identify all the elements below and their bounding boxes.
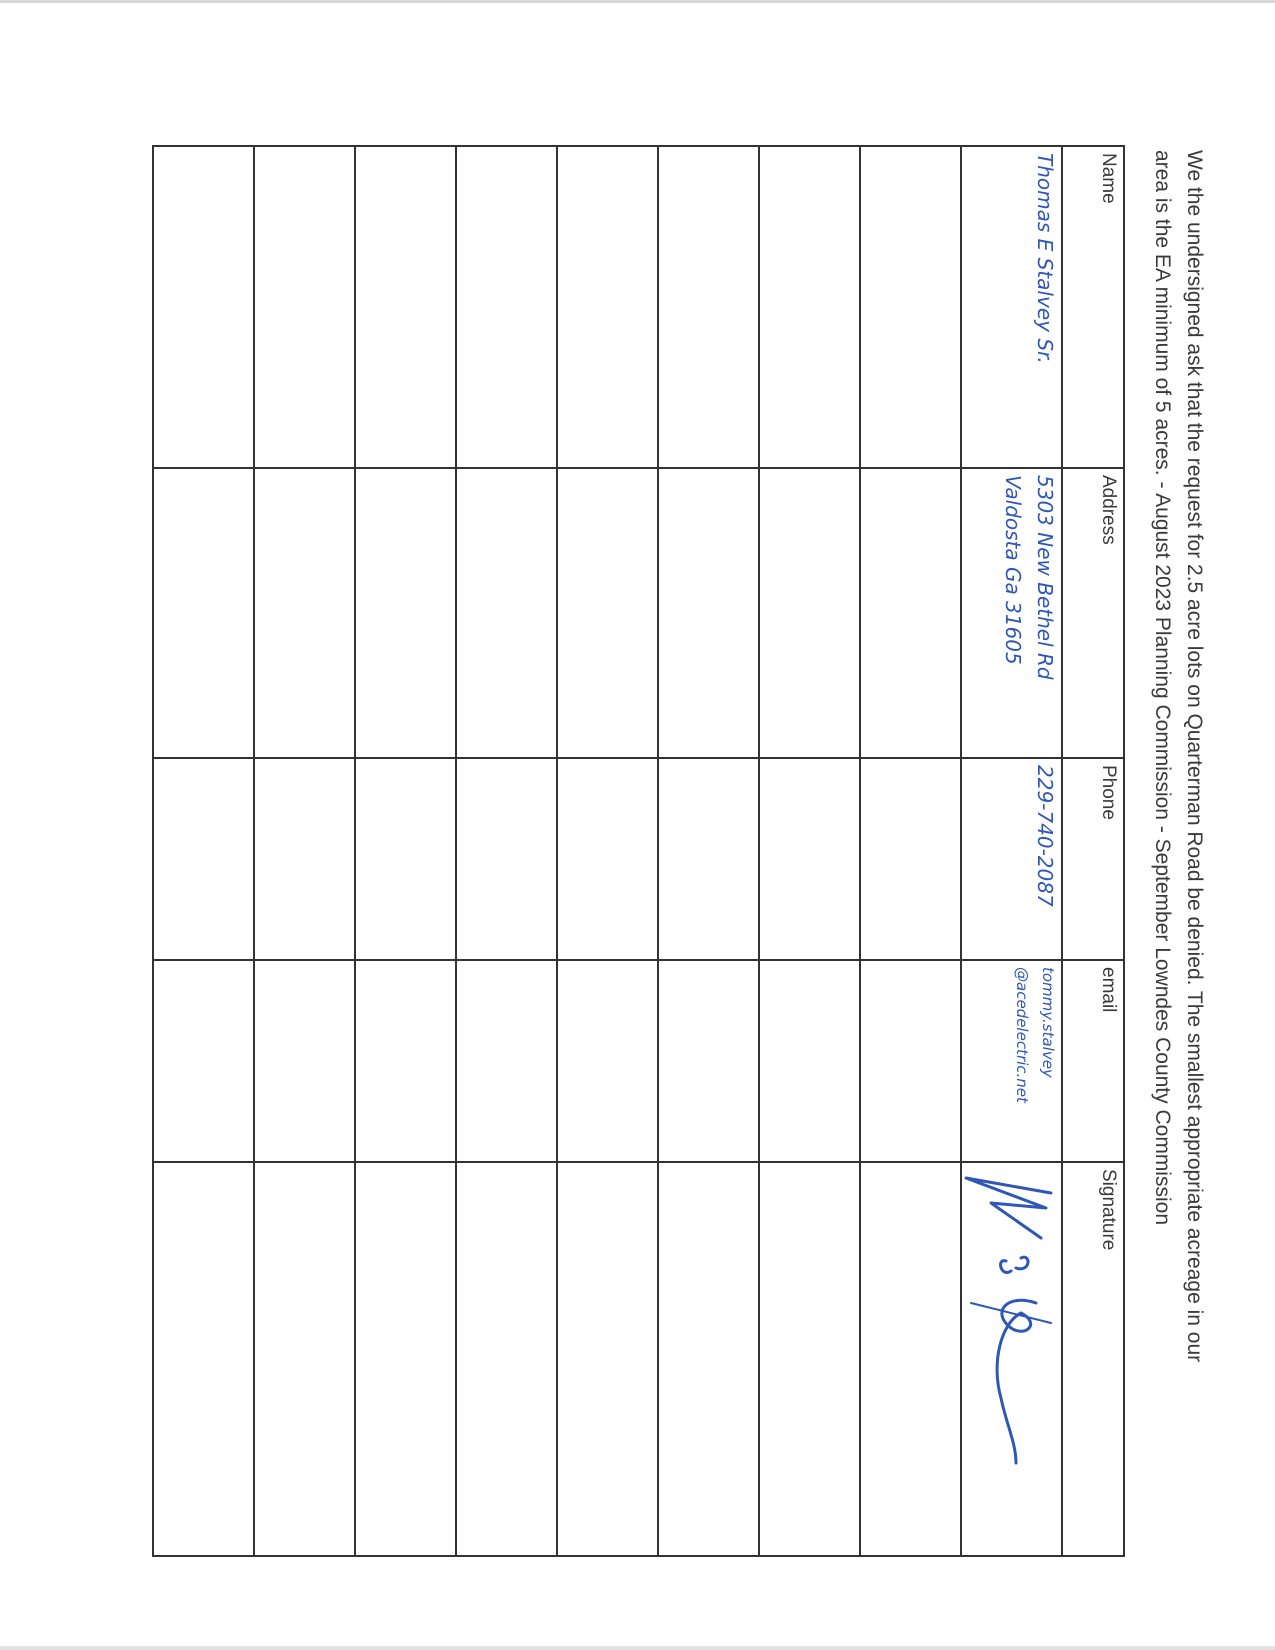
handwritten-email-line-1: tommy.stalvey [1039, 967, 1057, 1078]
handwritten-name: Thomas E Stalvey Sr. [1033, 153, 1057, 364]
table-header-row [1062, 146, 1124, 1556]
header-signature: Signature [1062, 1162, 1124, 1556]
handwritten-address-line-2: Valdosta Ga 31605 [1001, 475, 1025, 665]
header-email: email [1062, 960, 1124, 1162]
cell-address [961, 468, 1062, 758]
table-row [254, 146, 355, 1556]
scan-top-edge [0, 0, 1275, 3]
handwritten-email-line-2: @acedelectric.net [1013, 967, 1031, 1103]
scan-bottom-edge [0, 1646, 1275, 1650]
cell-email [961, 960, 1062, 1162]
cell-signature [961, 1162, 1062, 1556]
table-row [355, 146, 456, 1556]
header-name: Name [1062, 146, 1124, 468]
table-row [153, 146, 254, 1556]
handwritten-address-line-1: 5303 New Bethel Rd [1033, 475, 1057, 680]
header-address: Address [1062, 468, 1124, 758]
petition-page [210, 145, 1210, 1545]
cell-phone [961, 758, 1062, 960]
instructions-line-2: area is the EA minimum of 5 acres. - August 2023 Planning Commission - September Lowndes County Commission [1151, 150, 1174, 1225]
header-phone: Phone [1062, 758, 1124, 960]
table-row [759, 146, 860, 1556]
instructions-line-1: We the undersigned ask that the request for 2.5 acre lots on Quarterman Road be denied. The smallest appropriate acreage in our [1183, 150, 1206, 1363]
cell-name [961, 146, 1062, 468]
handwritten-phone: 229-740-2087 [1033, 765, 1057, 907]
signature-table [152, 145, 1125, 1557]
table-row [557, 146, 658, 1556]
table-row [961, 146, 1062, 1556]
table-row [658, 146, 759, 1556]
petition-instructions [1146, 150, 1210, 1550]
handwritten-signature [962, 1163, 1061, 1543]
table-row [456, 146, 557, 1556]
table-row [860, 146, 961, 1556]
